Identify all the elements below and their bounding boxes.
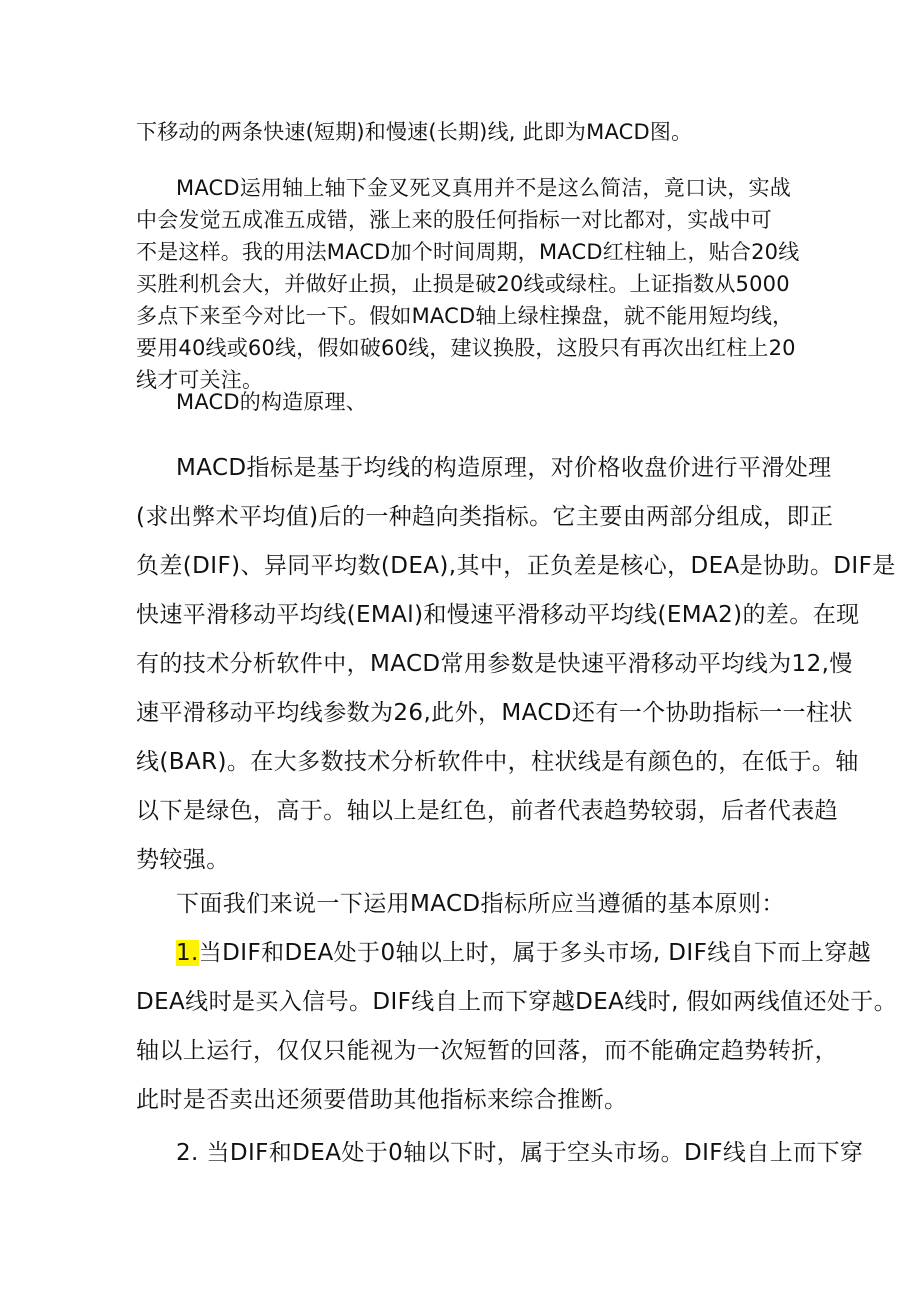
paragraph-line: 中会发觉五成准五成错，涨上来的股任何指标一对比都对，实战中可 bbox=[136, 208, 772, 232]
paragraph-line: 多点下来至今对比一下。假如MACD轴上绿柱操盘，就不能用短均线， bbox=[136, 304, 794, 328]
paragraph-line: 有的技术分析软件中，MACD常用参数是快速平滑移动平均线为12,慢 bbox=[136, 651, 853, 677]
paragraph-line: 当DIF和DEA处于0轴以上时，属于多头市场, DIF线自下而上穿越 bbox=[198, 940, 872, 966]
paragraph-line: 不是这样。我的用法MACD加个时间周期，MACD红柱轴上，贴合20线 bbox=[136, 240, 800, 264]
paragraph-line: 下面我们来说一下运用MACD指标所应当遵循的基本原则： bbox=[176, 891, 785, 917]
paragraph-line: 此时是否卖出还须要借助其他指标来综合推断。 bbox=[136, 1087, 628, 1113]
paragraph-line: 线才可关注。 bbox=[136, 368, 264, 392]
paragraph-line: MACD运用轴上轴下金叉死叉真用并不是这么简洁，竟口诀，实战 bbox=[176, 176, 791, 200]
paragraph-line: 速平滑移动平均线参数为26,此外，MACD还有一个协助指标一一柱状 bbox=[136, 700, 853, 726]
paragraph-line: 以下是绿色，高于。轴以上是红色，前者代表趋势较弱，后者代表趋 bbox=[136, 798, 838, 824]
paragraph-line: 快速平滑移动平均线(EMAl)和慢速平滑移动平均线(EMA2)的差。在现 bbox=[136, 602, 860, 628]
numbered-item-1 bbox=[176, 942, 871, 965]
paragraph-line: 线(BAR)。在大多数技术分析软件中，柱状线是有颜色的，在低于。轴 bbox=[136, 749, 859, 775]
paragraph-line: 下移动的两条快速(短期)和慢速(长期)线, 此即为MACD图。 bbox=[136, 120, 693, 144]
paragraph-line: (求出弊术平均值)后的一种趋向类指标。它主要由两部分组成，即正 bbox=[136, 504, 834, 530]
list-marker-highlight: 1. bbox=[176, 940, 199, 966]
paragraph-line: DEA线时是买入信号。DIF线自上而下穿越DEA线时, 假如两线值还处于。 bbox=[136, 989, 898, 1015]
paragraph-line: 买胜利机会大，并做好止损，止损是破20线或绿柱。上证指数从5000 bbox=[136, 272, 790, 296]
paragraph-line: 2. 当DIF和DEA处于0轴以下时，属于空头市场。DIF线自上而下穿 bbox=[176, 1140, 864, 1166]
paragraph-line: 要用40线或60线，假如破60线，建议换股，这股只有再次出红柱上20 bbox=[136, 336, 796, 360]
section-heading: MACD的构造原理、 bbox=[176, 390, 367, 414]
paragraph-line: 负差(DIF)、异同平均数(DEA),其中，正负差是核心，DEA是协助。DIF是 bbox=[136, 553, 896, 579]
paragraph-line: 轴以上运行，仅仅只能视为一次短暂的回落，而不能确定趋势转折， bbox=[136, 1038, 838, 1064]
paragraph-line: MACD指标是基于均线的构造原理，对价格收盘价进行平滑处理 bbox=[176, 455, 832, 481]
paragraph-line: 势较强。 bbox=[136, 847, 230, 873]
